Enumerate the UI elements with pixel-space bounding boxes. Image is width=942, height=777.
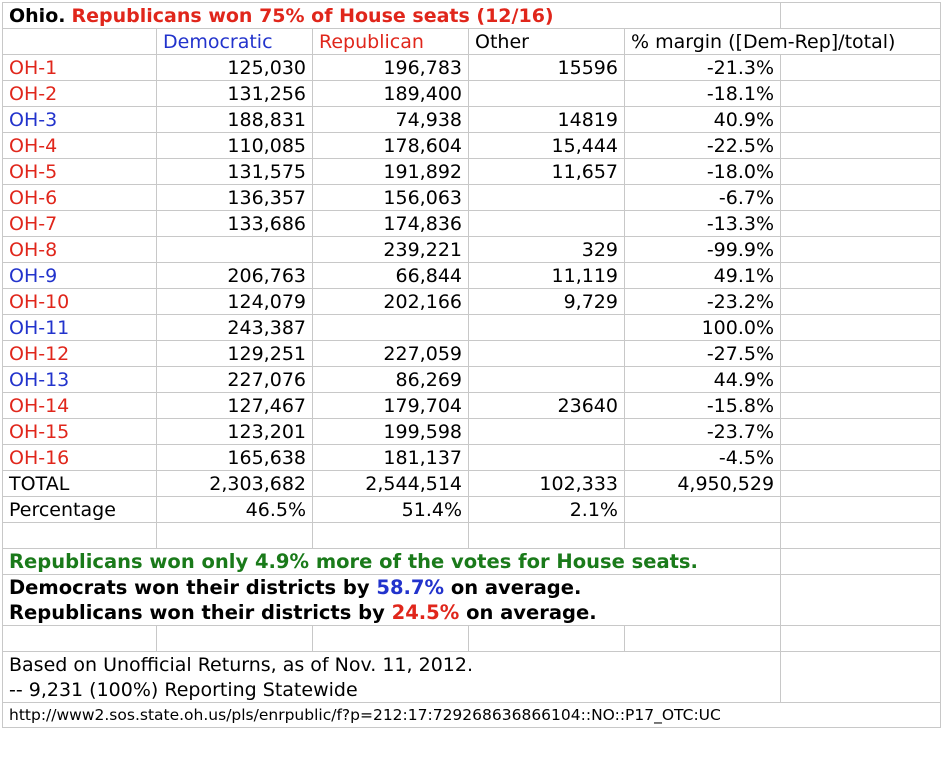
total-dem: 2,303,682 — [157, 471, 313, 497]
dem-votes: 110,085 — [157, 133, 313, 159]
rep-votes: 66,844 — [313, 263, 469, 289]
table-row — [3, 159, 941, 185]
rep-average-text — [3, 600, 781, 626]
table-row — [3, 107, 941, 133]
table-row — [3, 419, 941, 445]
district-name: OH-15 — [3, 419, 157, 445]
rep-votes: 227,059 — [313, 341, 469, 367]
table-row — [3, 289, 941, 315]
other-votes — [469, 341, 625, 367]
dem-votes: 131,575 — [157, 159, 313, 185]
other-votes: 14819 — [469, 107, 625, 133]
other-votes — [469, 367, 625, 393]
total-other: 102,333 — [469, 471, 625, 497]
total-label: TOTAL — [3, 471, 157, 497]
dem-votes: 131,256 — [157, 81, 313, 107]
other-votes — [469, 445, 625, 471]
note-row — [3, 677, 941, 703]
margin-value: 100.0% — [625, 315, 781, 341]
district-name: OH-2 — [3, 81, 157, 107]
rep-average-row — [3, 600, 941, 626]
dem-votes: 206,763 — [157, 263, 313, 289]
rep-average-prefix: Republicans won their districts by — [9, 601, 392, 624]
other-votes — [469, 81, 625, 107]
district-name: OH-9 — [3, 263, 157, 289]
dem-votes: 136,357 — [157, 185, 313, 211]
rep-average-value: 24.5% — [391, 601, 460, 624]
table-row — [3, 367, 941, 393]
dem-average-prefix: Democrats won their districts by — [9, 576, 377, 599]
total-rep: 2,544,514 — [313, 471, 469, 497]
table-row — [3, 263, 941, 289]
district-name: OH-1 — [3, 55, 157, 81]
rep-votes — [313, 315, 469, 341]
percentage-other: 2.1% — [469, 497, 625, 523]
dem-votes: 129,251 — [157, 341, 313, 367]
dem-votes: 227,076 — [157, 367, 313, 393]
margin-value: -13.3% — [625, 211, 781, 237]
source-url: http://www2.sos.state.oh.us/pls/enrpublic/f?p=212:17:729268636866104::NO::P17_OTC:UC — [3, 703, 941, 728]
other-votes: 11,657 — [469, 159, 625, 185]
rep-votes: 202,166 — [313, 289, 469, 315]
total-all: 4,950,529 — [625, 471, 781, 497]
table-row — [3, 393, 941, 419]
table-row — [3, 445, 941, 471]
state-name: Ohio. — [9, 4, 66, 27]
dem-average-suffix: on average. — [444, 576, 582, 599]
rep-average-suffix: on average. — [459, 601, 597, 624]
margin-value: -27.5% — [625, 341, 781, 367]
margin-value: -6.7% — [625, 185, 781, 211]
column-header-margin: % margin ([Dem-Rep]/total) — [625, 29, 941, 55]
district-name: OH-4 — [3, 133, 157, 159]
percentage-row — [3, 497, 941, 523]
results-table — [2, 2, 941, 728]
table-row — [3, 81, 941, 107]
percentage-rep: 51.4% — [313, 497, 469, 523]
headline: Republicans won 75% of House seats (12/16) — [71, 4, 554, 27]
dem-votes: 124,079 — [157, 289, 313, 315]
returns-note: Based on Unofficial Returns, as of Nov. 11, 2012. — [3, 652, 781, 678]
reporting-note: -- 9,231 (100%) Reporting Statewide — [3, 677, 781, 703]
margin-value: -23.7% — [625, 419, 781, 445]
district-name: OH-14 — [3, 393, 157, 419]
dem-votes: 165,638 — [157, 445, 313, 471]
dem-average-row — [3, 575, 941, 601]
total-row — [3, 471, 941, 497]
district-name: OH-7 — [3, 211, 157, 237]
other-votes: 11,119 — [469, 263, 625, 289]
note-row — [3, 652, 941, 678]
district-name: OH-6 — [3, 185, 157, 211]
other-votes — [469, 315, 625, 341]
dem-votes: 133,686 — [157, 211, 313, 237]
dem-votes: 123,201 — [157, 419, 313, 445]
rep-votes: 156,063 — [313, 185, 469, 211]
table-row — [3, 341, 941, 367]
column-header-other: Other — [469, 29, 625, 55]
dem-average-text — [3, 575, 781, 601]
dem-votes: 188,831 — [157, 107, 313, 133]
source-row — [3, 703, 941, 728]
page-title — [3, 3, 781, 29]
margin-value: -18.0% — [625, 159, 781, 185]
table-row — [3, 315, 941, 341]
district-name: OH-13 — [3, 367, 157, 393]
blank-row — [3, 523, 941, 549]
margin-value: -99.9% — [625, 237, 781, 263]
margin-value: 49.1% — [625, 263, 781, 289]
dem-votes: 125,030 — [157, 55, 313, 81]
margin-value: 44.9% — [625, 367, 781, 393]
rep-votes: 86,269 — [313, 367, 469, 393]
margin-value: 40.9% — [625, 107, 781, 133]
dem-votes: 243,387 — [157, 315, 313, 341]
table-row — [3, 211, 941, 237]
table-row — [3, 237, 941, 263]
district-name: OH-10 — [3, 289, 157, 315]
margin-value: -22.5% — [625, 133, 781, 159]
margin-value: -23.2% — [625, 289, 781, 315]
percentage-label: Percentage — [3, 497, 157, 523]
rep-votes: 179,704 — [313, 393, 469, 419]
rep-votes: 189,400 — [313, 81, 469, 107]
other-votes — [469, 419, 625, 445]
summary-row — [3, 549, 941, 575]
margin-value: -18.1% — [625, 81, 781, 107]
dem-average-value: 58.7% — [376, 576, 445, 599]
other-votes — [469, 185, 625, 211]
rep-votes: 196,783 — [313, 55, 469, 81]
rep-votes: 239,221 — [313, 237, 469, 263]
vote-share-summary: Republicans won only 4.9% more of the votes for House seats. — [3, 549, 781, 575]
dem-votes — [157, 237, 313, 263]
dem-votes: 127,467 — [157, 393, 313, 419]
other-votes: 9,729 — [469, 289, 625, 315]
table-row — [3, 55, 941, 81]
district-name: OH-12 — [3, 341, 157, 367]
other-votes — [469, 211, 625, 237]
column-header-republican: Republican — [313, 29, 469, 55]
other-votes: 329 — [469, 237, 625, 263]
district-name: OH-16 — [3, 445, 157, 471]
other-votes: 15,444 — [469, 133, 625, 159]
rep-votes: 191,892 — [313, 159, 469, 185]
rep-votes: 181,137 — [313, 445, 469, 471]
title-row — [3, 3, 941, 29]
header-row — [3, 29, 941, 55]
rep-votes: 178,604 — [313, 133, 469, 159]
district-name: OH-3 — [3, 107, 157, 133]
blank-row — [3, 626, 941, 652]
rep-votes: 199,598 — [313, 419, 469, 445]
rep-votes: 174,836 — [313, 211, 469, 237]
rep-votes: 74,938 — [313, 107, 469, 133]
other-votes: 23640 — [469, 393, 625, 419]
table-row — [3, 185, 941, 211]
margin-value: -21.3% — [625, 55, 781, 81]
margin-value: -4.5% — [625, 445, 781, 471]
district-name: OH-11 — [3, 315, 157, 341]
district-name: OH-8 — [3, 237, 157, 263]
table-row — [3, 133, 941, 159]
percentage-dem: 46.5% — [157, 497, 313, 523]
column-header-democratic: Democratic — [157, 29, 313, 55]
margin-value: -15.8% — [625, 393, 781, 419]
district-name: OH-5 — [3, 159, 157, 185]
other-votes: 15596 — [469, 55, 625, 81]
